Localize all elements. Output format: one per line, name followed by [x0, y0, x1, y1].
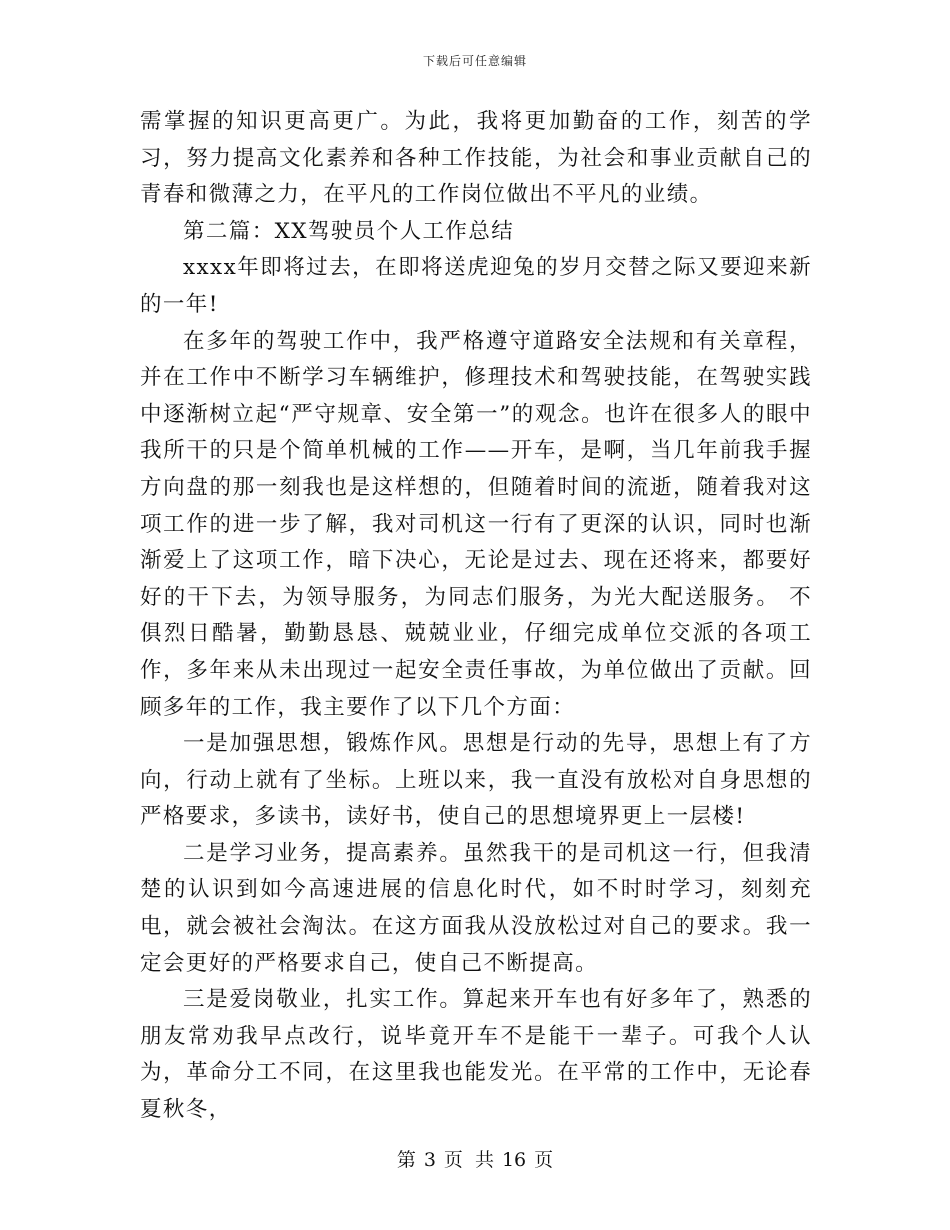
section-heading: 第二篇：XX驾驶员个人工作总结 [183, 218, 515, 244]
footer-suffix: 页 [534, 1149, 554, 1171]
page-header-note: 下载后可任意编辑 [422, 54, 527, 68]
paragraph: xxxx年即将过去，在即将送虎迎兔的岁月交替之际又要迎来新的一年! [140, 255, 812, 317]
paragraph: 在多年的驾驶工作中，我严格遵守道路安全法规和有关章程，并在工作中不断学习车辆维护，修理技术和驾驶技能，在驾驶实践中逐渐树立起“严守规章、安全第一”的观念。也许在很多人的眼中我所干的只是个简单机械的工作——开车，是啊，当几年前我手握方向盘的那一刻我也是这样想的，但随着时间的流逝，随着我对这项工作的进一步了解，我对司机这一行有了更深的认识，同时也渐渐爱上了这项工作，暗下决心，无论是过去、现在还将来，都要好好的干下去，为领导服务，为同志们服务，为光大配送服务。 不俱烈日酷暑，勤勤恳恳、兢兢业业，仔细完成单位交派的各项工作，多年来从未出现过一起安全责任事故，为单位做出了贡献。回顾多年的工作，我主要作了以下几个方面： [140, 328, 812, 720]
footer-middle: 页 共 [443, 1149, 494, 1171]
footer-page-number: 3 [423, 1149, 436, 1171]
footer-prefix: 第 [396, 1149, 416, 1171]
paragraph: 一是加强思想，锻炼作风。思想是行动的先导，思想上有了方向，行动上就有了坐标。上班以来，我一直没有放松对自身思想的严格要求，多读书，读好书，使自己的思想境界更上一层楼! [140, 731, 812, 830]
paragraph: 二是学习业务，提高素养。虽然我干的是司机这一行，但我清楚的认识到如今高速进展的信息化时代，如不时时学习，刻刻充电，就会被社会淘汰。在这方面我从没放松过对自己的要求。我一定会更好的严格要求自己，使自己不断提高。 [140, 840, 812, 976]
paragraph: 三是爱岗敬业，扎实工作。算起来开车也有好多年了，熟悉的朋友常劝我早点改行，说毕竟开车不是能干一辈子。可我个人认为，革命分工不同，在这里我也能发光。在平常的工作中，无论春夏秋冬， [140, 987, 812, 1123]
footer-total-pages: 16 [501, 1149, 527, 1171]
paragraph-continuation: 需掌握的知识更高更广。为此，我将更加勤奋的工作，刻苦的学习，努力提高文化素养和各种工作技能，为社会和事业贡献自己的青春和微薄之力，在平凡的工作岗位做出不平凡的业绩。 [140, 109, 812, 208]
page-footer [0, 1145, 950, 1172]
document-body [140, 104, 812, 1129]
